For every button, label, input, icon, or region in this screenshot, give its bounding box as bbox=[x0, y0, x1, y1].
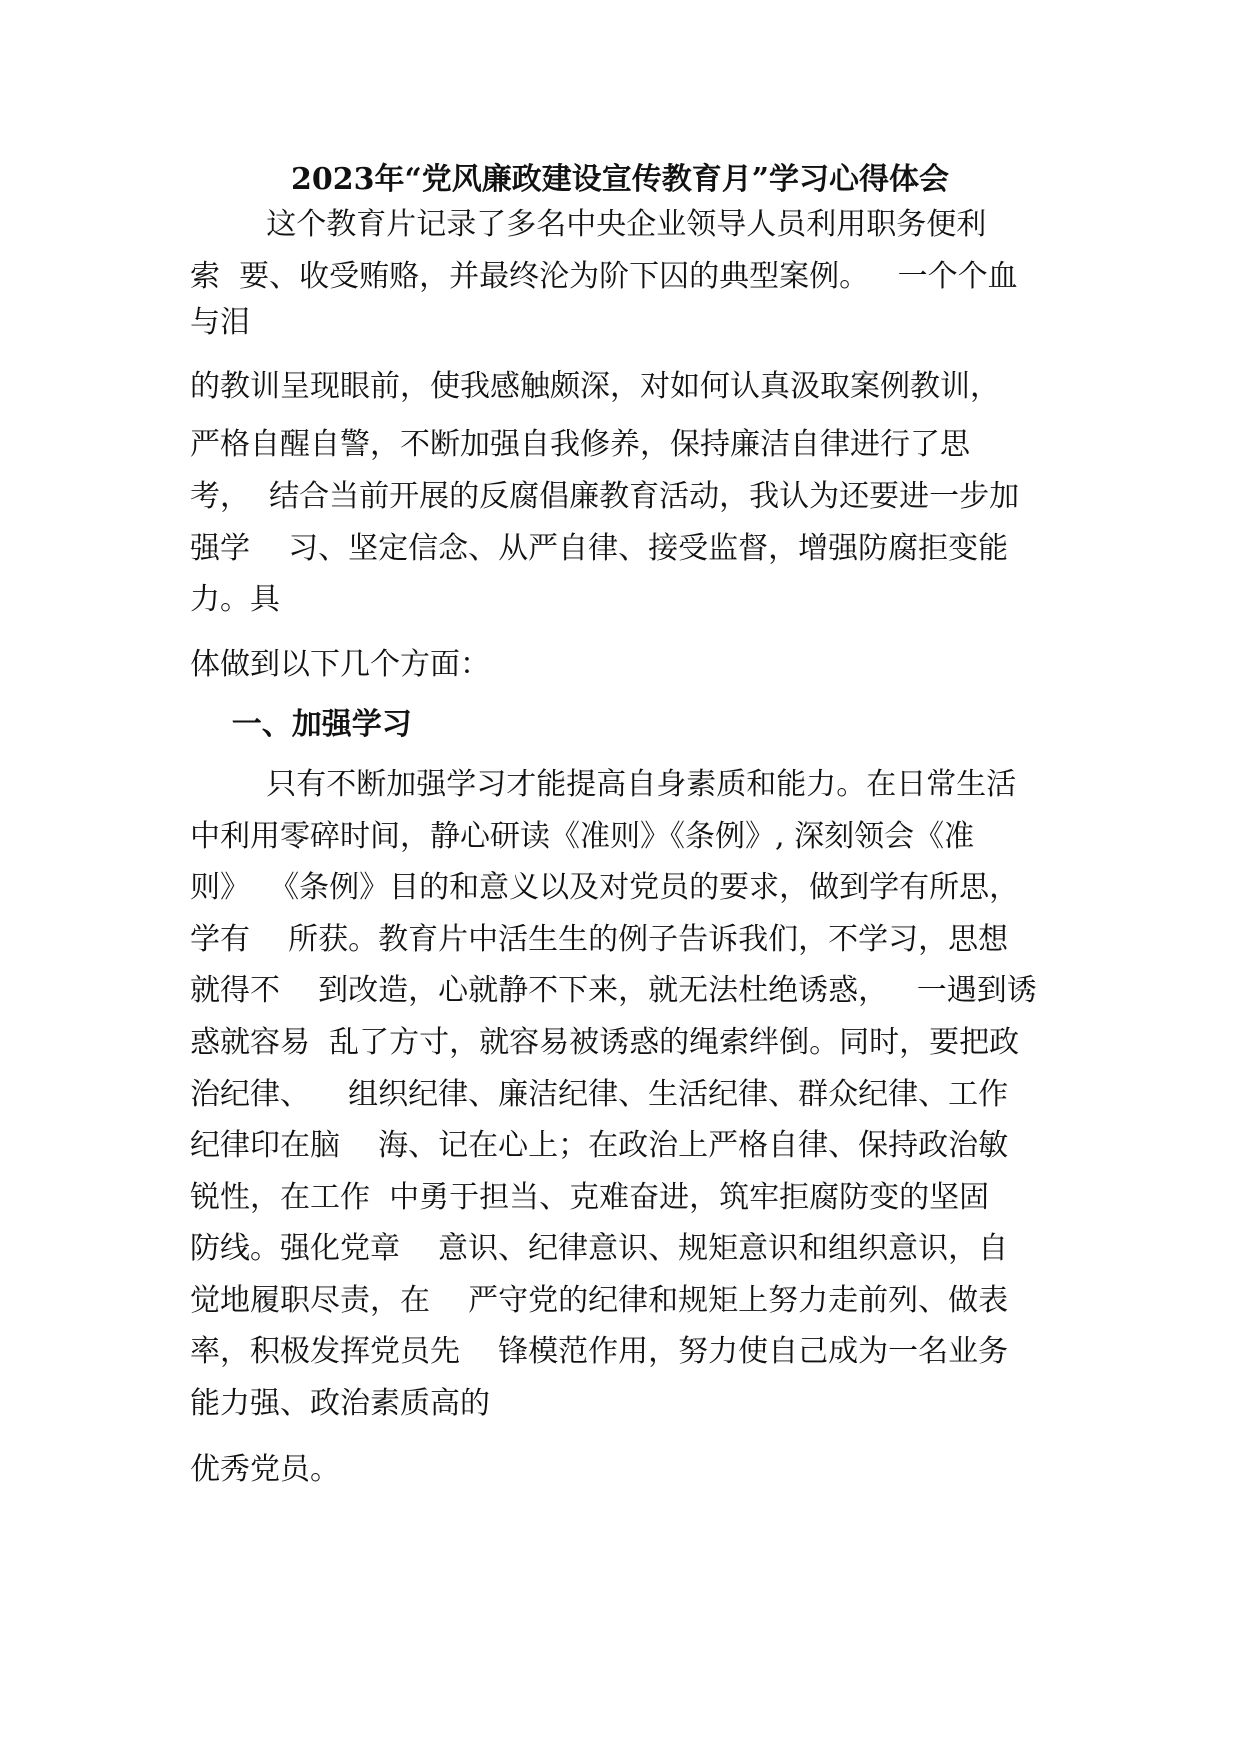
body-line: 率，积极发挥党员先 锋模范作用，努力使自己成为一名业务 bbox=[190, 1334, 1009, 1369]
body-line: 强学 习、坚定信念、从严自律、接受监督，增强防腐拒变能 bbox=[190, 531, 1009, 566]
body-line: 力。具 bbox=[190, 582, 280, 617]
document-title: 2023年“党风廉政建设宣传教育月”学习心得体会 bbox=[290, 162, 949, 197]
body-line: 觉地履职尽责，在 严守党的纪律和规矩上努力走前列、做表 bbox=[190, 1283, 1009, 1318]
body-line: 则》 《条例》目的和意义以及对党员的要求，做到学有所思， bbox=[190, 870, 1020, 905]
body-line: 纪律印在脑 海、记在心上；在政治上严格自律、保持政治敏 bbox=[190, 1128, 1009, 1163]
body-line: 治纪律、 组织纪律、廉洁纪律、生活纪律、群众纪律、工作 bbox=[190, 1077, 1009, 1112]
body-line: 与泪 bbox=[190, 305, 250, 340]
body-line: 索 要、收受贿赂，并最终沦为阶下囚的典型案例。 一个个血 bbox=[190, 259, 1018, 294]
body-line: 能力强、政治素质高的 bbox=[190, 1386, 490, 1421]
body-line: 锐性，在工作 中勇于担当、克难奋进，筑牢拒腐防变的坚固 bbox=[190, 1180, 990, 1215]
body-line: 中利用零碎时间，静心研读《准则》《条例》, 深刻领会《准 bbox=[190, 819, 975, 854]
section-heading: 一、加强学习 bbox=[190, 707, 412, 742]
body-line: 严格自醒自警，不断加强自我修养，保持廉洁自律进行了思 bbox=[190, 427, 970, 462]
body-line: 学有 所获。教育片中活生生的例子告诉我们，不学习，思想 bbox=[190, 922, 1009, 957]
body-line: 考， 结合当前开展的反腐倡廉教育活动，我认为还要进一步加 bbox=[190, 479, 1020, 514]
body-line: 防线。强化党章 意识、纪律意识、规矩意识和组织意识，自 bbox=[190, 1231, 1009, 1266]
body-line: 的教训呈现眼前，使我感触颇深，对如何认真汲取案例教训， bbox=[190, 369, 1000, 404]
body-line: 这个教育片记录了多名中央企业领导人员利用职务便利 bbox=[190, 207, 987, 242]
body-line: 只有不断加强学习才能提高自身素质和能力。在日常生活 bbox=[190, 767, 1017, 802]
body-line: 优秀党员。 bbox=[190, 1452, 340, 1487]
body-line: 体做到以下几个方面： bbox=[190, 647, 490, 682]
body-line: 惑就容易 乱了方寸，就容易被诱惑的绳索绊倒。同时，要把政 bbox=[190, 1025, 1020, 1060]
body-line: 就得不 到改造，心就静不下来，就无法杜绝诱惑， 一遇到诱 bbox=[190, 973, 1037, 1008]
